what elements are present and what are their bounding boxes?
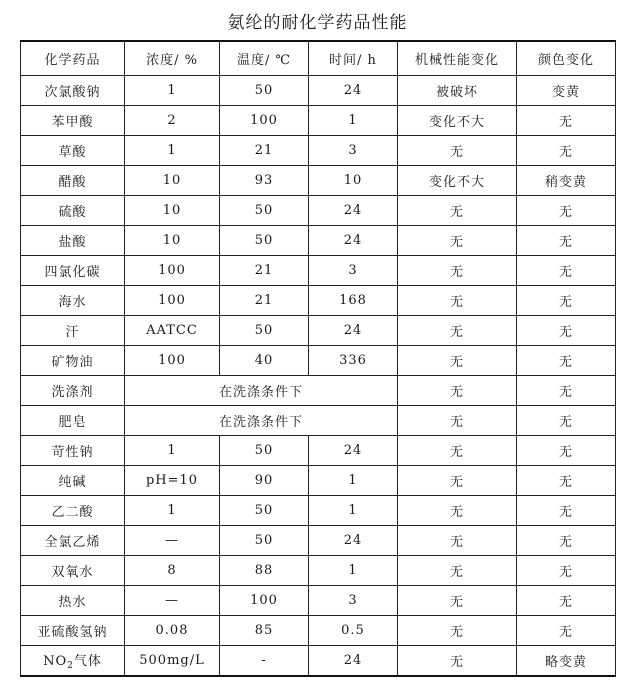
cell-concentration: 0.08 bbox=[125, 616, 220, 646]
cell-concentration: 100 bbox=[125, 346, 220, 376]
cell-time: 24 bbox=[309, 196, 398, 226]
cell-concentration: pH=10 bbox=[125, 466, 220, 496]
cell-time: 3 bbox=[309, 256, 398, 286]
cell-color-change: 无 bbox=[517, 316, 616, 346]
header-row bbox=[21, 41, 616, 76]
table-row bbox=[21, 136, 616, 166]
cell-concentration: 100 bbox=[125, 286, 220, 316]
cell-mechanical-change: 无 bbox=[398, 406, 517, 436]
cell-concentration: AATCC bbox=[125, 316, 220, 346]
cell-color-change: 无 bbox=[517, 526, 616, 556]
cell-temperature: 50 bbox=[220, 526, 309, 556]
cell-concentration: 2 bbox=[125, 106, 220, 136]
cell-color-change: 无 bbox=[517, 496, 616, 526]
header-color-change: 颜色变化 bbox=[517, 41, 616, 76]
cell-temperature: 21 bbox=[220, 256, 309, 286]
cell-mechanical-change: 被破坏 bbox=[398, 76, 517, 106]
header-chemical: 化学药品 bbox=[21, 41, 125, 76]
cell-time: 1 bbox=[309, 466, 398, 496]
cell-temperature: 21 bbox=[220, 286, 309, 316]
table-row bbox=[21, 376, 616, 406]
header-concentration: 浓度/ % bbox=[125, 41, 220, 76]
cell-mechanical-change: 无 bbox=[398, 136, 517, 166]
cell-mechanical-change: 变化不大 bbox=[398, 106, 517, 136]
cell-mechanical-change: 无 bbox=[398, 196, 517, 226]
cell-concentration: 100 bbox=[125, 256, 220, 286]
cell-chemical: 醋酸 bbox=[21, 166, 125, 196]
table-row bbox=[21, 436, 616, 466]
cell-chemical: 双氧水 bbox=[21, 556, 125, 586]
cell-concentration: 500mg/L bbox=[125, 646, 220, 677]
header-temperature: 温度/ ℃ bbox=[220, 41, 309, 76]
cell-mechanical-change: 无 bbox=[398, 316, 517, 346]
cell-mechanical-change: 无 bbox=[398, 496, 517, 526]
cell-temperature: 21 bbox=[220, 136, 309, 166]
cell-mechanical-change: 无 bbox=[398, 616, 517, 646]
cell-color-change: 略变黄 bbox=[517, 646, 616, 677]
cell-color-change: 无 bbox=[517, 106, 616, 136]
cell-time: 1 bbox=[309, 556, 398, 586]
cell-time: 3 bbox=[309, 586, 398, 616]
cell-chemical: 苛性钠 bbox=[21, 436, 125, 466]
cell-temperature: 50 bbox=[220, 76, 309, 106]
cell-chemical: 次氯酸钠 bbox=[21, 76, 125, 106]
cell-temperature: 50 bbox=[220, 196, 309, 226]
table-row bbox=[21, 286, 616, 316]
cell-mechanical-change: 无 bbox=[398, 256, 517, 286]
cell-color-change: 无 bbox=[517, 346, 616, 376]
cell-temperature: 100 bbox=[220, 586, 309, 616]
table-row bbox=[21, 616, 616, 646]
cell-temperature: 50 bbox=[220, 226, 309, 256]
cell-concentration: 10 bbox=[125, 166, 220, 196]
cell-chemical: 汗 bbox=[21, 316, 125, 346]
cell-time: 336 bbox=[309, 346, 398, 376]
cell-temperature: - bbox=[220, 646, 309, 677]
cell-concentration: 1 bbox=[125, 136, 220, 166]
cell-color-change: 无 bbox=[517, 406, 616, 436]
cell-temperature: 50 bbox=[220, 496, 309, 526]
cell-mechanical-change: 变化不大 bbox=[398, 166, 517, 196]
cell-color-change: 无 bbox=[517, 586, 616, 616]
cell-mechanical-change: 无 bbox=[398, 646, 517, 677]
cell-concentration: 1 bbox=[125, 76, 220, 106]
table-row bbox=[21, 316, 616, 346]
cell-color-change: 无 bbox=[517, 256, 616, 286]
table-row bbox=[21, 526, 616, 556]
cell-mechanical-change: 无 bbox=[398, 226, 517, 256]
cell-temperature: 85 bbox=[220, 616, 309, 646]
cell-temperature: 40 bbox=[220, 346, 309, 376]
cell-concentration: 10 bbox=[125, 226, 220, 256]
cell-time: 168 bbox=[309, 286, 398, 316]
table-row bbox=[21, 106, 616, 136]
chem-formula-tail: 气体 bbox=[73, 654, 102, 669]
cell-color-change: 无 bbox=[517, 376, 616, 406]
cell-chemical: 硫酸 bbox=[21, 196, 125, 226]
cell-chemical: 盐酸 bbox=[21, 226, 125, 256]
cell-chemical: 苯甲酸 bbox=[21, 106, 125, 136]
table-row bbox=[21, 556, 616, 586]
table-row bbox=[21, 646, 616, 677]
cell-concentration: 1 bbox=[125, 496, 220, 526]
cell-chemical bbox=[21, 646, 125, 677]
cell-chemical: 海水 bbox=[21, 286, 125, 316]
cell-time: 24 bbox=[309, 316, 398, 346]
header-time: 时间/ h bbox=[309, 41, 398, 76]
cell-chemical: 矿物油 bbox=[21, 346, 125, 376]
cell-chemical: 乙二酸 bbox=[21, 496, 125, 526]
cell-time: 24 bbox=[309, 646, 398, 677]
cell-color-change: 无 bbox=[517, 466, 616, 496]
chem-formula-main: NO bbox=[43, 654, 68, 669]
chemical-resistance-table bbox=[20, 40, 616, 677]
table-row bbox=[21, 496, 616, 526]
chem-formula-subscript: 2 bbox=[67, 661, 74, 671]
cell-color-change: 无 bbox=[517, 226, 616, 256]
cell-concentration: — bbox=[125, 526, 220, 556]
cell-time: 10 bbox=[309, 166, 398, 196]
cell-mechanical-change: 无 bbox=[398, 286, 517, 316]
cell-color-change: 无 bbox=[517, 616, 616, 646]
cell-chemical: 亚硫酸氢钠 bbox=[21, 616, 125, 646]
cell-color-change: 无 bbox=[517, 436, 616, 466]
cell-mechanical-change: 无 bbox=[398, 466, 517, 496]
cell-time: 0.5 bbox=[309, 616, 398, 646]
cell-temperature: 100 bbox=[220, 106, 309, 136]
cell-time: 24 bbox=[309, 226, 398, 256]
cell-chemical: 四氯化碳 bbox=[21, 256, 125, 286]
cell-conditions-merged: 在洗涤条件下 bbox=[125, 376, 398, 406]
cell-concentration: 1 bbox=[125, 436, 220, 466]
cell-chemical: 纯碱 bbox=[21, 466, 125, 496]
cell-concentration: 10 bbox=[125, 196, 220, 226]
cell-chemical: 热水 bbox=[21, 586, 125, 616]
cell-time: 1 bbox=[309, 106, 398, 136]
table-row bbox=[21, 166, 616, 196]
cell-mechanical-change: 无 bbox=[398, 526, 517, 556]
cell-mechanical-change: 无 bbox=[398, 376, 517, 406]
cell-temperature: 88 bbox=[220, 556, 309, 586]
table-row bbox=[21, 346, 616, 376]
cell-temperature: 50 bbox=[220, 436, 309, 466]
table-row bbox=[21, 586, 616, 616]
cell-chemical: 全氯乙烯 bbox=[21, 526, 125, 556]
table-row bbox=[21, 226, 616, 256]
cell-chemical: 洗涤剂 bbox=[21, 376, 125, 406]
cell-time: 24 bbox=[309, 526, 398, 556]
cell-chemical: 肥皂 bbox=[21, 406, 125, 436]
table-row bbox=[21, 76, 616, 106]
cell-time: 24 bbox=[309, 436, 398, 466]
cell-color-change: 无 bbox=[517, 556, 616, 586]
cell-conditions-merged: 在洗涤条件下 bbox=[125, 406, 398, 436]
cell-color-change: 变黄 bbox=[517, 76, 616, 106]
cell-mechanical-change: 无 bbox=[398, 436, 517, 466]
cell-color-change: 稍变黄 bbox=[517, 166, 616, 196]
table-row bbox=[21, 256, 616, 286]
cell-temperature: 50 bbox=[220, 316, 309, 346]
cell-color-change: 无 bbox=[517, 196, 616, 226]
cell-mechanical-change: 无 bbox=[398, 346, 517, 376]
cell-concentration: 8 bbox=[125, 556, 220, 586]
cell-chemical: 草酸 bbox=[21, 136, 125, 166]
cell-temperature: 93 bbox=[220, 166, 309, 196]
cell-concentration: — bbox=[125, 586, 220, 616]
cell-temperature: 90 bbox=[220, 466, 309, 496]
cell-color-change: 无 bbox=[517, 286, 616, 316]
cell-time: 24 bbox=[309, 76, 398, 106]
cell-time: 3 bbox=[309, 136, 398, 166]
cell-mechanical-change: 无 bbox=[398, 556, 517, 586]
table-title: 氨纶的耐化学药品性能 bbox=[227, 13, 408, 33]
cell-time: 1 bbox=[309, 496, 398, 526]
cell-color-change: 无 bbox=[517, 136, 616, 166]
table-row bbox=[21, 466, 616, 496]
cell-mechanical-change: 无 bbox=[398, 586, 517, 616]
table-row bbox=[21, 406, 616, 436]
table-row bbox=[21, 196, 616, 226]
header-mechanical-change: 机械性能变化 bbox=[398, 41, 517, 76]
